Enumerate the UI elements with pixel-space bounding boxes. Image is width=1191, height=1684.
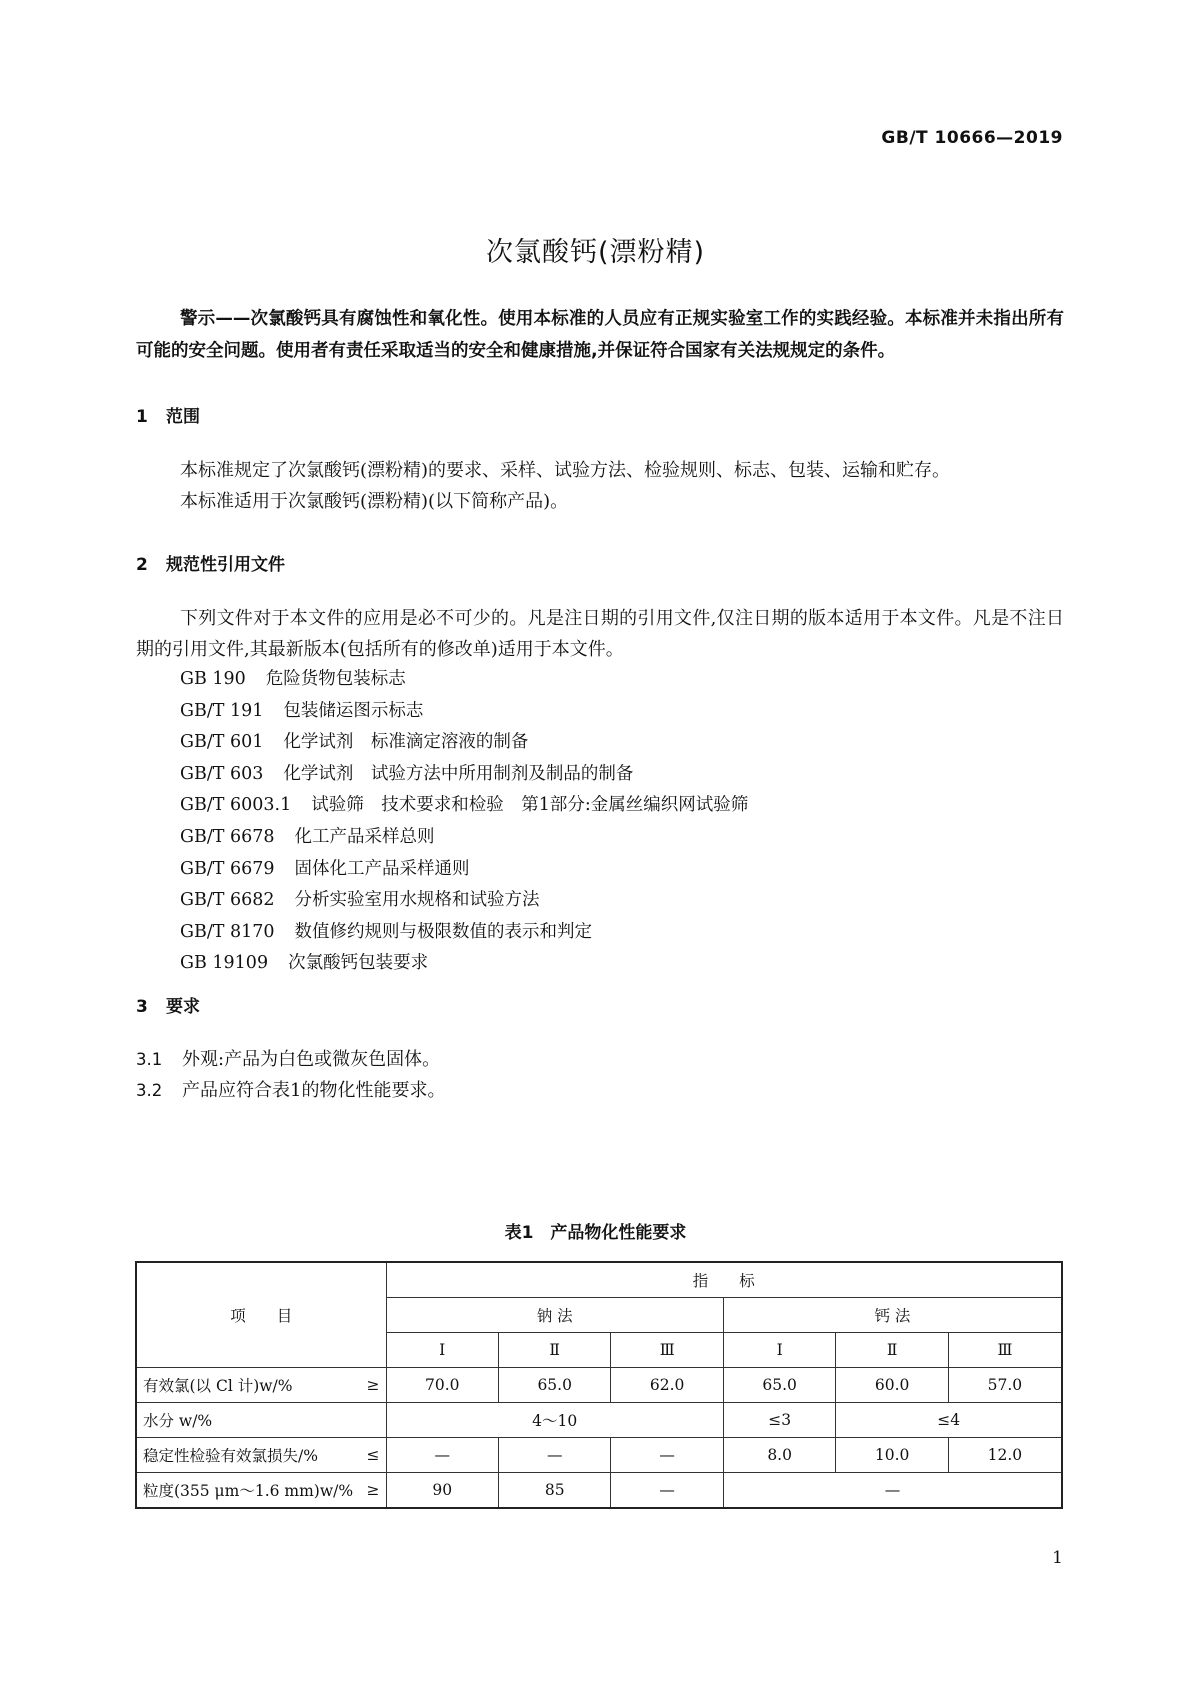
table-row	[136, 1403, 1062, 1438]
reference-title: 试验筛 技术要求和检验 第1部分:金属丝编织网试验筛	[311, 795, 749, 816]
reference-item	[180, 790, 748, 822]
header-item-cell: 项 目	[136, 1262, 386, 1368]
properties-table	[135, 1261, 1063, 1509]
operator: ≥	[366, 1481, 380, 1499]
value-cell: —	[723, 1473, 1062, 1509]
value-cell: 10.0	[836, 1438, 948, 1473]
item-label: 粒度(355 μm～1.6 mm)w/%	[143, 1482, 354, 1500]
reference-title: 化学试剂 试验方法中所用制剂及制品的制备	[283, 763, 634, 784]
reference-title: 分析实验室用水规格和试验方法	[294, 890, 540, 911]
grade-cell: Ⅱ	[498, 1333, 610, 1368]
operator: ≥	[366, 1376, 380, 1394]
value-cell: ≤3	[723, 1403, 835, 1438]
grade-cell: Ⅲ	[611, 1333, 723, 1368]
section-number: 1	[136, 407, 148, 427]
item-cell	[136, 1368, 386, 1403]
clause-3-1	[136, 1045, 440, 1071]
clause-text: 产品应符合表1的物化性能要求。	[182, 1080, 446, 1101]
reference-item	[180, 822, 748, 854]
item-label: 稳定性检验有效氯损失/%	[143, 1447, 318, 1465]
operator: ≤	[366, 1446, 380, 1464]
reference-code: GB/T 6679	[180, 858, 275, 879]
grade-cell: Ⅰ	[386, 1333, 498, 1368]
value-cell: —	[386, 1438, 498, 1473]
item-cell	[136, 1403, 386, 1438]
value-cell: 4～10	[386, 1403, 723, 1438]
reference-code: GB/T 6678	[180, 826, 275, 847]
section-2-intro	[136, 603, 1064, 665]
reference-title: 化学试剂 标准滴定溶液的制备	[283, 732, 529, 753]
table-header-row	[136, 1262, 1062, 1298]
item-cell	[136, 1473, 386, 1509]
reference-code: GB/T 6682	[180, 890, 275, 911]
value-cell: 70.0	[386, 1368, 498, 1403]
reference-item	[180, 696, 748, 728]
document-title: 次氯酸钙(漂粉精)	[485, 237, 706, 268]
table-row	[136, 1438, 1062, 1473]
table-row	[136, 1473, 1062, 1509]
value-cell: 57.0	[948, 1368, 1062, 1403]
value-cell: 12.0	[948, 1438, 1062, 1473]
reference-title: 固体化工产品采样通则	[294, 858, 470, 879]
value-cell: 62.0	[611, 1368, 723, 1403]
value-cell: —	[611, 1473, 723, 1509]
paragraph: 本标准规定了次氯酸钙(漂粉精)的要求、采样、试验方法、检验规则、标志、包装、运输和贮存。	[180, 460, 951, 481]
reference-item	[180, 727, 748, 759]
item-label: 有效氯(以 Cl 计)w/%	[143, 1377, 293, 1395]
header-calcium-method: 钙 法	[723, 1298, 1062, 1333]
warning-paragraph: 警示——次氯酸钙具有腐蚀性和氧化性。使用本标准的人员应有正规实验室工作的实践经验。本标准并未指出所有可能的安全问题。使用者有责任采取适当的安全和健康措施,并保证符合国家有关法规规定的条件。	[136, 309, 1064, 361]
page-number: 1	[1052, 1548, 1063, 1568]
value-cell: ≤4	[836, 1403, 1062, 1438]
value-cell: 60.0	[836, 1368, 948, 1403]
reference-code: GB/T 603	[180, 763, 264, 784]
grade-cell: Ⅲ	[948, 1333, 1062, 1368]
reference-item	[180, 854, 748, 886]
reference-item	[180, 664, 748, 696]
section-1-heading	[136, 402, 200, 427]
section-title: 范围	[166, 407, 200, 427]
section-1-body	[136, 455, 1064, 517]
reference-code: GB/T 601	[180, 732, 264, 753]
paragraph: 下列文件对于本文件的应用是必不可少的。凡是注日期的引用文件,仅注日期的版本适用于本文件。凡是不注日期的引用文件,其最新版本(包括所有的修改单)适用于本文件。	[136, 608, 1064, 660]
clause-number: 3.1	[136, 1050, 163, 1069]
value-cell: 85	[498, 1473, 610, 1509]
section-3-heading	[136, 992, 200, 1017]
value-cell: 65.0	[498, 1368, 610, 1403]
value-cell: 65.0	[723, 1368, 835, 1403]
reference-code: GB/T 6003.1	[180, 795, 292, 816]
table-caption: 表1 产品物化性能要求	[504, 1223, 687, 1243]
table-row	[136, 1368, 1062, 1403]
clause-3-2	[136, 1076, 445, 1102]
reference-item	[180, 948, 748, 980]
reference-title: 数值修约规则与极限数值的表示和判定	[294, 921, 593, 942]
value-cell: 90	[386, 1473, 498, 1509]
normative-references-list	[180, 664, 748, 980]
clause-number: 3.2	[136, 1081, 163, 1100]
header-sodium-method: 钠 法	[386, 1298, 723, 1333]
item-cell	[136, 1438, 386, 1473]
paragraph: 本标准适用于次氯酸钙(漂粉精)(以下简称产品)。	[180, 491, 569, 512]
reference-code: GB 19109	[180, 953, 269, 974]
grade-cell: Ⅱ	[836, 1333, 948, 1368]
reference-code: GB/T 191	[180, 700, 264, 721]
section-2-heading	[136, 550, 285, 575]
section-title: 规范性引用文件	[166, 555, 285, 575]
section-title: 要求	[166, 997, 200, 1017]
reference-title: 化工产品采样总则	[294, 826, 435, 847]
value-cell: —	[498, 1438, 610, 1473]
reference-title: 包装储运图示标志	[283, 700, 424, 721]
reference-item	[180, 759, 748, 791]
grade-cell: Ⅰ	[723, 1333, 835, 1368]
item-label: 水分 w/%	[143, 1412, 213, 1430]
section-number: 3	[136, 997, 148, 1017]
reference-code: GB/T 8170	[180, 921, 275, 942]
clause-text: 外观:产品为白色或微灰色固体。	[182, 1049, 441, 1070]
reference-title: 次氯酸钙包装要求	[288, 953, 429, 974]
standard-code: GB/T 10666—2019	[881, 128, 1063, 148]
section-number: 2	[136, 555, 148, 575]
header-index-cell: 指 标	[386, 1262, 1062, 1298]
value-cell: —	[611, 1438, 723, 1473]
reference-title: 危险货物包装标志	[265, 669, 406, 689]
reference-item	[180, 917, 748, 949]
reference-code: GB 190	[180, 669, 246, 689]
value-cell: 8.0	[723, 1438, 835, 1473]
reference-item	[180, 885, 748, 917]
